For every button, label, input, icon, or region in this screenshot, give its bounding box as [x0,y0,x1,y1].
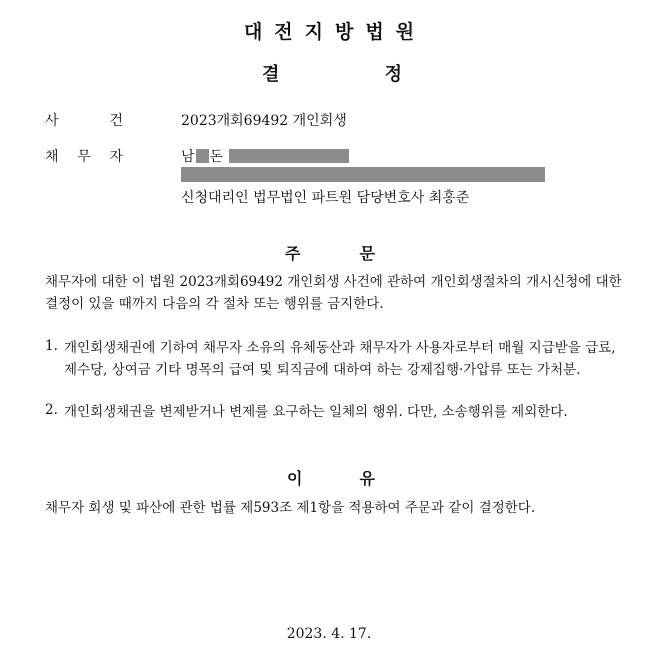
heading-char: 유 [359,469,375,488]
redaction-block [229,149,349,163]
debtor-label-char: 자 [109,149,123,165]
case-label [45,110,123,130]
main-order-heading [285,241,375,264]
debtor-name-first: 남 [181,149,195,165]
list-item: 개인회생채권에 기하여 채무자 소유의 유체동산과 채무자가 사용자로부터 매월 지급받을 급료, 제수당, 상여금 기타 명목의 급여 및 퇴직금에 대하여 하는 강제집행·가압류 또는 가처분. [64,340,616,378]
debtor-label [45,146,123,166]
decision-date: 2023. 4. 17. [286,626,372,642]
debtor-address-redaction [181,167,545,182]
list-item-number: 2. [45,402,58,418]
main-order-text: 채무자에 대한 이 법원 2023개회69492 개인회생 사건에 관하여 개인회생절차의 개시신청에 대한 결정이 있을 때까지 다음의 각 절차 또는 행위를 금지한다. [45,274,622,312]
doc-type-char: 결 [262,64,280,85]
heading-char: 주 [285,244,301,263]
reason-text: 채무자 회생 및 파산에 관한 법률 제593조 제1항을 적용하여 주문과 같이 결정한다. [45,500,536,516]
case-label-char: 사 [45,113,59,129]
reason-heading [287,466,375,489]
document-type-title [262,60,402,86]
redaction-block [196,149,209,163]
applicant-agent: 신청대리인 법무법인 파트원 담당변호사 최홍준 [181,190,470,206]
case-label-char: 건 [109,113,123,129]
doc-type-char: 정 [384,64,402,85]
debtor-label-char: 무 [77,149,91,165]
debtor-name [181,146,349,166]
list-item-number: 1. [45,338,58,354]
case-number: 2023개회69492 개인회생 [181,113,347,129]
list-item: 개인회생채권을 변제받거나 변제를 요구하는 일체의 행위. 다만, 소송행위를 제외한다. [64,404,568,420]
debtor-label-char: 채 [45,149,59,165]
heading-char: 이 [287,469,303,488]
heading-char: 문 [359,244,375,263]
court-name: 대전지방법원 [243,21,427,43]
debtor-name-last: 돈 [209,149,224,165]
